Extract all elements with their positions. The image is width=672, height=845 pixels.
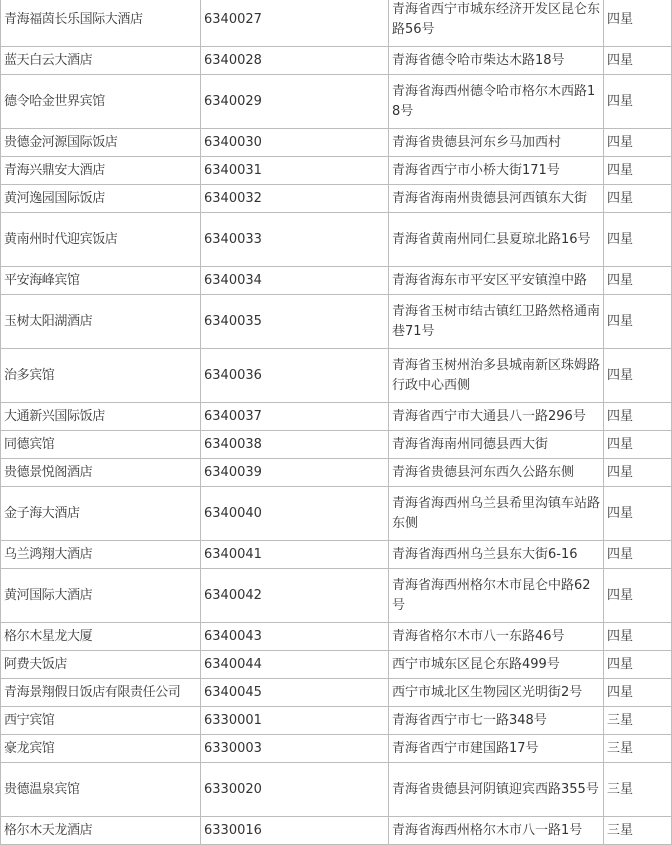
hotel-name: 贵德金河源国际饭店 <box>1 129 201 157</box>
hotel-rating: 四星 <box>604 487 672 541</box>
hotel-name: 阿费夫饭店 <box>1 651 201 679</box>
hotel-address: 青海省海西州乌兰县东大街6-16 <box>389 541 604 569</box>
hotel-code: 6340044 <box>201 651 389 679</box>
hotel-code: 6340040 <box>201 487 389 541</box>
hotel-rating: 三星 <box>604 707 672 735</box>
table-row <box>1 47 672 75</box>
hotel-address: 青海省海东市平安区平安镇湟中路 <box>389 267 604 295</box>
hotel-name: 玉树太阳湖酒店 <box>1 295 201 349</box>
hotel-address: 青海省西宁市建国路17号 <box>389 735 604 763</box>
table-row <box>1 763 672 817</box>
hotel-address: 青海省海西州乌兰县希里沟镇车站路东侧 <box>389 487 604 541</box>
hotel-name: 格尔木星龙大厦 <box>1 623 201 651</box>
hotel-code: 6340045 <box>201 679 389 707</box>
hotel-name: 格尔木天龙酒店 <box>1 817 201 845</box>
hotel-rating: 四星 <box>604 651 672 679</box>
hotel-address: 青海省西宁市小桥大街171号 <box>389 157 604 185</box>
table-row <box>1 75 672 129</box>
hotel-address: 青海省海南州贵德县河西镇东大街 <box>389 185 604 213</box>
table-row <box>1 185 672 213</box>
hotel-rating: 四星 <box>604 75 672 129</box>
table-row <box>1 817 672 845</box>
table-row <box>1 295 672 349</box>
hotel-rating: 四星 <box>604 459 672 487</box>
table-row <box>1 157 672 185</box>
hotel-rating: 四星 <box>604 541 672 569</box>
hotel-code: 6340031 <box>201 157 389 185</box>
hotel-address: 青海省玉树州治多县城南新区珠姆路行政中心西侧 <box>389 349 604 403</box>
hotel-name: 黄河逸园国际饭店 <box>1 185 201 213</box>
hotel-address: 西宁市城东区昆仑东路499号 <box>389 651 604 679</box>
hotel-name: 黄南州时代迎宾饭店 <box>1 213 201 267</box>
hotel-address: 青海省海西州格尔木市八一路1号 <box>389 817 604 845</box>
hotel-code: 6340037 <box>201 403 389 431</box>
hotel-rating: 三星 <box>604 735 672 763</box>
hotel-address: 青海省贵德县河阴镇迎宾西路355号 <box>389 763 604 817</box>
hotel-rating: 四星 <box>604 185 672 213</box>
hotel-code: 6340027 <box>201 0 389 47</box>
table-row <box>1 735 672 763</box>
hotel-name: 贵德景悦阁酒店 <box>1 459 201 487</box>
hotel-code: 6340028 <box>201 47 389 75</box>
hotel-address: 青海省格尔木市八一东路46号 <box>389 623 604 651</box>
hotel-rating: 四星 <box>604 157 672 185</box>
hotel-name: 金子海大酒店 <box>1 487 201 541</box>
hotel-name: 贵德温泉宾馆 <box>1 763 201 817</box>
hotel-code: 6330001 <box>201 707 389 735</box>
table-row <box>1 431 672 459</box>
hotel-name: 黄河国际大酒店 <box>1 569 201 623</box>
hotel-rating: 四星 <box>604 679 672 707</box>
hotel-code: 6340036 <box>201 349 389 403</box>
hotel-name: 豪龙宾馆 <box>1 735 201 763</box>
hotel-code: 6340042 <box>201 569 389 623</box>
hotel-code: 6340038 <box>201 431 389 459</box>
hotel-address: 青海省德令哈市柴达木路18号 <box>389 47 604 75</box>
hotel-rating: 四星 <box>604 431 672 459</box>
hotel-rating: 三星 <box>604 763 672 817</box>
hotel-code: 6340032 <box>201 185 389 213</box>
table-row <box>1 623 672 651</box>
table-row <box>1 569 672 623</box>
hotel-code: 6340041 <box>201 541 389 569</box>
table-row <box>1 651 672 679</box>
hotel-address: 青海省贵德县河东乡马加西村 <box>389 129 604 157</box>
hotel-code: 6340030 <box>201 129 389 157</box>
hotel-name: 大通新兴国际饭店 <box>1 403 201 431</box>
hotel-address: 青海省黄南州同仁县夏琼北路16号 <box>389 213 604 267</box>
hotel-code: 6330020 <box>201 763 389 817</box>
hotel-address: 青海省贵德县河东西久公路东侧 <box>389 459 604 487</box>
hotel-name: 青海福茵长乐国际大酒店 <box>1 0 201 47</box>
table-row <box>1 707 672 735</box>
hotel-name: 乌兰鸿翔大酒店 <box>1 541 201 569</box>
hotel-address: 青海省西宁市大通县八一路296号 <box>389 403 604 431</box>
hotel-address: 青海省海西州格尔木市昆仑中路62号 <box>389 569 604 623</box>
hotel-code: 6340033 <box>201 213 389 267</box>
hotel-rating: 四星 <box>604 569 672 623</box>
hotel-rating: 四星 <box>604 349 672 403</box>
table-row <box>1 487 672 541</box>
hotel-rating: 四星 <box>604 295 672 349</box>
hotel-name: 治多宾馆 <box>1 349 201 403</box>
hotel-address: 青海省西宁市城东经济开发区昆仑东路56号 <box>389 0 604 47</box>
hotel-address: 青海省西宁市七一路348号 <box>389 707 604 735</box>
hotel-rating: 四星 <box>604 623 672 651</box>
hotel-rating: 四星 <box>604 129 672 157</box>
hotel-name: 同德宾馆 <box>1 431 201 459</box>
hotel-address: 青海省海西州德令哈市格尔木西路18号 <box>389 75 604 129</box>
hotel-address: 青海省玉树市结古镇红卫路然格通南巷71号 <box>389 295 604 349</box>
hotel-rating: 三星 <box>604 817 672 845</box>
table-row <box>1 129 672 157</box>
hotel-code: 6340029 <box>201 75 389 129</box>
hotel-rating: 四星 <box>604 213 672 267</box>
hotel-address: 西宁市城北区生物园区光明街2号 <box>389 679 604 707</box>
hotel-name: 西宁宾馆 <box>1 707 201 735</box>
hotel-name: 德令哈金世界宾馆 <box>1 75 201 129</box>
hotel-name: 平安海峰宾馆 <box>1 267 201 295</box>
table-row <box>1 403 672 431</box>
table-row <box>1 349 672 403</box>
table-row <box>1 0 672 47</box>
table-row <box>1 541 672 569</box>
hotel-code: 6340043 <box>201 623 389 651</box>
hotel-code: 6340039 <box>201 459 389 487</box>
hotel-name: 青海兴鼎安大酒店 <box>1 157 201 185</box>
hotel-name: 青海景翔假日饭店有限责任公司 <box>1 679 201 707</box>
table-row <box>1 213 672 267</box>
table-row <box>1 679 672 707</box>
hotel-address: 青海省海南州同德县西大街 <box>389 431 604 459</box>
hotel-code: 6340035 <box>201 295 389 349</box>
table-row <box>1 459 672 487</box>
hotel-code: 6340034 <box>201 267 389 295</box>
hotel-rating: 四星 <box>604 267 672 295</box>
hotel-rating: 四星 <box>604 47 672 75</box>
table-row <box>1 267 672 295</box>
hotel-name: 蓝天白云大酒店 <box>1 47 201 75</box>
hotel-code: 6330003 <box>201 735 389 763</box>
hotel-rating: 四星 <box>604 0 672 47</box>
hotel-code: 6330016 <box>201 817 389 845</box>
hotel-rating: 四星 <box>604 403 672 431</box>
